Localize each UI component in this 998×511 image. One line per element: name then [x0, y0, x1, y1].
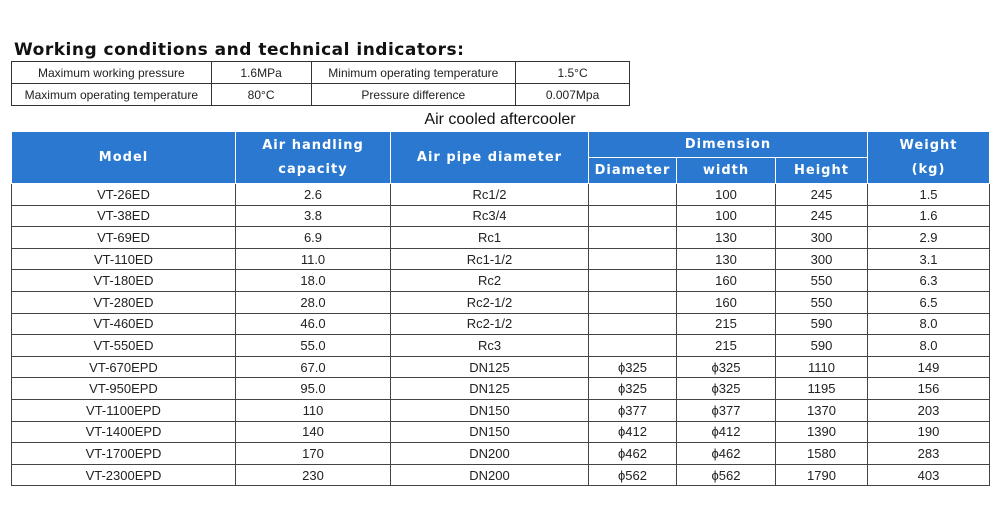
cell-diameter	[589, 184, 677, 206]
header-pipe: Air pipe diameter	[391, 132, 589, 184]
conditions-row	[12, 84, 630, 106]
cell-model: VT-69ED	[12, 227, 236, 249]
cell-capacity: 6.9	[236, 227, 391, 249]
cell-diameter	[589, 313, 677, 335]
table-row	[12, 399, 990, 421]
cell-pipe: Rc2-1/2	[391, 313, 589, 335]
cell-capacity: 3.8	[236, 205, 391, 227]
cell-weight: 190	[868, 421, 990, 443]
header-weight-line2: (kg)	[911, 161, 946, 177]
cell-height: 300	[776, 248, 868, 270]
table-title-wrap	[0, 111, 998, 129]
cell-width: ϕ325	[677, 378, 776, 400]
table-row	[12, 313, 990, 335]
cell-capacity: 110	[236, 399, 391, 421]
table-row	[12, 356, 990, 378]
header-diameter: Diameter	[589, 158, 677, 184]
cell-height: 300	[776, 227, 868, 249]
conditions-table	[11, 61, 630, 106]
cell-model: VT-460ED	[12, 313, 236, 335]
cell-capacity: 2.6	[236, 184, 391, 206]
table-row	[12, 335, 990, 357]
cell-width: 100	[677, 184, 776, 206]
cell-weight: 6.3	[868, 270, 990, 292]
cell-model: VT-1400EPD	[12, 421, 236, 443]
cell-diameter: ϕ377	[589, 399, 677, 421]
cell-capacity: 170	[236, 443, 391, 465]
cell-pipe: Rc1-1/2	[391, 248, 589, 270]
cell-diameter	[589, 270, 677, 292]
cell-weight: 2.9	[868, 227, 990, 249]
cell-width: ϕ325	[677, 356, 776, 378]
cell-pipe: DN200	[391, 443, 589, 465]
cell-model: VT-1100EPD	[12, 399, 236, 421]
cell-width: 130	[677, 248, 776, 270]
table-row	[12, 291, 990, 313]
cell-diameter	[589, 248, 677, 270]
cell-diameter: ϕ562	[589, 464, 677, 486]
cell-capacity: 46.0	[236, 313, 391, 335]
table-row	[12, 378, 990, 400]
cell-pipe: Rc3/4	[391, 205, 589, 227]
cell-weight: 8.0	[868, 335, 990, 357]
cell-width: ϕ377	[677, 399, 776, 421]
cell-pipe: Rc2	[391, 270, 589, 292]
table-title: Air cooled aftercooler	[424, 111, 576, 128]
cell-capacity: 230	[236, 464, 391, 486]
cell-model: VT-180ED	[12, 270, 236, 292]
cell-diameter: ϕ325	[589, 378, 677, 400]
header-row	[12, 132, 990, 158]
cell-height: 1580	[776, 443, 868, 465]
cell-height: 1110	[776, 356, 868, 378]
cell-pipe: Rc1	[391, 227, 589, 249]
condition-value: 1.5°C	[516, 62, 630, 84]
cell-diameter	[589, 205, 677, 227]
cell-weight: 1.5	[868, 184, 990, 206]
cell-model: VT-280ED	[12, 291, 236, 313]
cell-model: VT-670EPD	[12, 356, 236, 378]
cell-diameter: ϕ462	[589, 443, 677, 465]
table-row	[12, 248, 990, 270]
header-weight-line1: Weight	[899, 137, 958, 153]
cell-model: VT-950EPD	[12, 378, 236, 400]
cell-capacity: 55.0	[236, 335, 391, 357]
cell-weight: 1.6	[868, 205, 990, 227]
cell-weight: 156	[868, 378, 990, 400]
cell-model: VT-2300EPD	[12, 464, 236, 486]
cell-diameter: ϕ325	[589, 356, 677, 378]
cell-pipe: DN125	[391, 378, 589, 400]
cell-height: 1370	[776, 399, 868, 421]
cell-height: 1790	[776, 464, 868, 486]
cell-weight: 149	[868, 356, 990, 378]
cell-pipe: DN150	[391, 421, 589, 443]
cell-pipe: Rc3	[391, 335, 589, 357]
header-width: width	[677, 158, 776, 184]
header-model: Model	[12, 132, 236, 184]
condition-label: Maximum operating temperature	[12, 84, 212, 106]
cell-weight: 3.1	[868, 248, 990, 270]
condition-label: Minimum operating temperature	[311, 62, 516, 84]
cell-weight: 8.0	[868, 313, 990, 335]
section-heading: Working conditions and technical indicators:	[14, 40, 465, 60]
cell-width: 160	[677, 291, 776, 313]
cell-capacity: 28.0	[236, 291, 391, 313]
condition-label: Pressure difference	[311, 84, 516, 106]
cell-capacity: 18.0	[236, 270, 391, 292]
cell-model: VT-26ED	[12, 184, 236, 206]
conditions-row	[12, 62, 630, 84]
cell-height: 245	[776, 205, 868, 227]
header-capacity	[236, 132, 391, 184]
cell-height: 1390	[776, 421, 868, 443]
cell-height: 590	[776, 313, 868, 335]
cell-width: 215	[677, 313, 776, 335]
cell-pipe: DN150	[391, 399, 589, 421]
spec-table	[11, 131, 990, 486]
cell-diameter: ϕ412	[589, 421, 677, 443]
cell-weight: 203	[868, 399, 990, 421]
cell-capacity: 140	[236, 421, 391, 443]
cell-width: 160	[677, 270, 776, 292]
cell-weight: 403	[868, 464, 990, 486]
cell-pipe: Rc1/2	[391, 184, 589, 206]
table-row	[12, 443, 990, 465]
cell-model: VT-550ED	[12, 335, 236, 357]
cell-model: VT-110ED	[12, 248, 236, 270]
header-capacity-line1: Air handling	[262, 137, 364, 153]
cell-height: 245	[776, 184, 868, 206]
table-row	[12, 227, 990, 249]
condition-value: 1.6MPa	[211, 62, 311, 84]
cell-height: 550	[776, 270, 868, 292]
cell-height: 590	[776, 335, 868, 357]
cell-diameter	[589, 291, 677, 313]
cell-height: 1195	[776, 378, 868, 400]
cell-weight: 6.5	[868, 291, 990, 313]
cell-width: 215	[677, 335, 776, 357]
cell-pipe: DN125	[391, 356, 589, 378]
cell-capacity: 67.0	[236, 356, 391, 378]
table-row	[12, 464, 990, 486]
header-weight	[868, 132, 990, 184]
table-row	[12, 184, 990, 206]
cell-width: ϕ412	[677, 421, 776, 443]
cell-capacity: 95.0	[236, 378, 391, 400]
cell-diameter	[589, 227, 677, 249]
condition-value: 80°C	[211, 84, 311, 106]
cell-capacity: 11.0	[236, 248, 391, 270]
cell-weight: 283	[868, 443, 990, 465]
cell-height: 550	[776, 291, 868, 313]
cell-pipe: Rc2-1/2	[391, 291, 589, 313]
table-row	[12, 421, 990, 443]
cell-pipe: DN200	[391, 464, 589, 486]
condition-value: 0.007Mpa	[516, 84, 630, 106]
header-height: Height	[776, 158, 868, 184]
cell-width: ϕ462	[677, 443, 776, 465]
cell-width: 130	[677, 227, 776, 249]
header-capacity-line2: capacity	[278, 161, 348, 177]
header-dimension: Dimension	[589, 132, 868, 158]
cell-diameter	[589, 335, 677, 357]
cell-width: 100	[677, 205, 776, 227]
cell-width: ϕ562	[677, 464, 776, 486]
cell-model: VT-38ED	[12, 205, 236, 227]
condition-label: Maximum working pressure	[12, 62, 212, 84]
table-row	[12, 205, 990, 227]
cell-model: VT-1700EPD	[12, 443, 236, 465]
table-row	[12, 270, 990, 292]
